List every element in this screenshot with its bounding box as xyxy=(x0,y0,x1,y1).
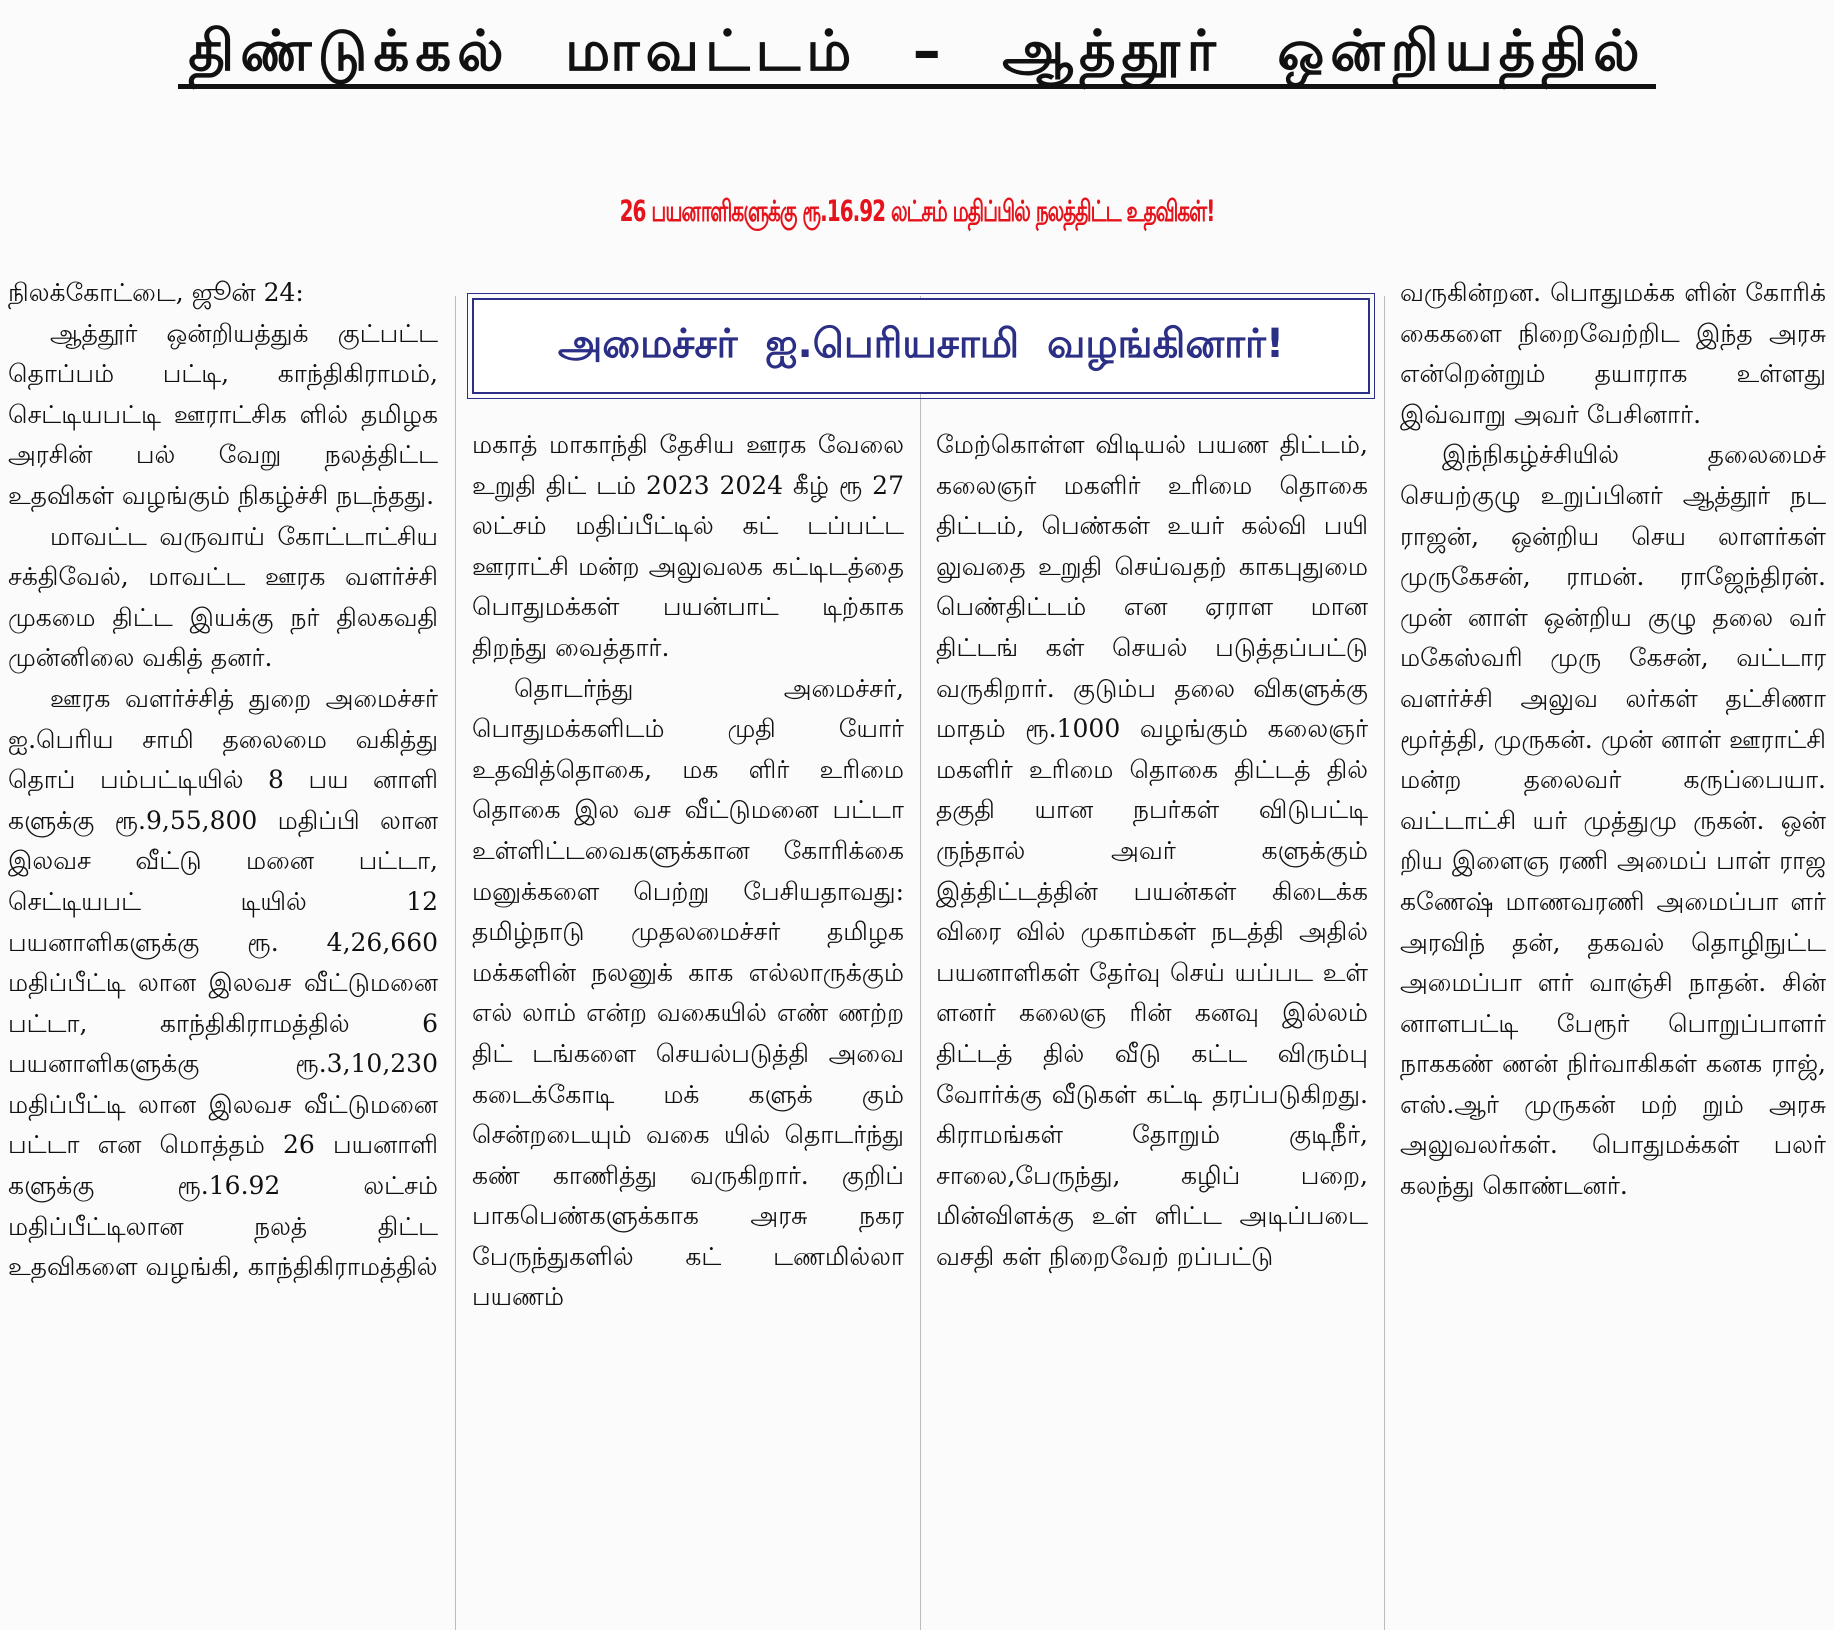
column-rule xyxy=(1384,296,1385,1630)
article-column-4 xyxy=(1400,273,1826,1630)
article-paragraph: ஆத்தூர் ஒன்றியத்துக் குட்பட்ட தொப்பம் பட்டி, காந்திகிராமம், செட்டியபட்டி ஊராட்சிக ளில் தமிழக அரசின் பல் வேறு நலத்திட்ட உதவிகள் வழங்கும் நிகழ்ச்சி நடந்தது. xyxy=(8,318,438,510)
main-headline: 26 பயனாளிகளுக்கு ரூ.16.92 லட்சம் மதிப்பில் நலத்திட்ட உதவிகள்! xyxy=(619,193,1215,229)
article-paragraph: தொடர்ந்து அமைச்சர், பொதுமக்களிடம் முதி யோர் உதவித்தொகை, மக ளிர் உரிமை தொகை இல வச வீட்டுமனை பட்டா உள்ளிட்டவைகளுக்கான கோரிக்கை மனுக்களை பெற்று பேசியதாவது: தமிழ்நாடு முதலமைச்சர் தமிழக மக்களின் நலனுக் காக எல்லாருக்கும் எல் லாம் என்ற வகையில் எண் ணற்ற திட் டங்களை செயல்படுத்தி அவை கடைக்கோடி மக் களுக் கும் சென்றடையும் வகை யில் தொடர்ந்து கண் காணித்து வருகிறார். குறிப் பாகபெண்களுக்காக அரசு நகர பேருந்துகளில் கட் டணமில்லா பயணம் xyxy=(472,673,904,1312)
subheadline: அமைச்சர் ஐ.பெரியசாமி வழங்கினார்! xyxy=(557,320,1285,367)
article-paragraph: வருகின்றன. பொதுமக்க ளின் கோரிக் கைகளை நிறைவேற்றிட இந்த அரசு என்றென்றும் தயாராக உள்ளது இவ்வாறு அவர் பேசினார். xyxy=(1400,278,1826,429)
article-paragraph: மாவட்ட வருவாய் கோட்டாட்சிய சக்திவேல், மாவட்ட ஊரக வளர்ச்சி முகமை திட்ட இயக்கு நர் திலகவதி முன்னிலை வகித் தனர். xyxy=(8,521,438,673)
kicker-heading xyxy=(0,14,1834,90)
subheadline-box xyxy=(472,298,1370,394)
kicker-text: திண்டுக்கல் மாவட்டம் – ஆத்தூர் ஒன்றியத்தில் xyxy=(178,19,1655,89)
column-rule xyxy=(920,296,921,1630)
dateline: நிலக்கோட்டை, ஜூன் 24: xyxy=(8,278,304,307)
article-paragraph: மேற்கொள்ள விடியல் பயண திட்டம், கலைஞர் மகளிர் உரிமை தொகை திட்டம், பெண்கள் உயர் கல்வி பயி லுவதை உறுதி செய்வதற் காகபுதுமை பெண்திட்டம் என ஏராள மான திட்டங் கள் செயல் படுத்தப்பட்டு வருகிறார். குடும்ப தலை விகளுக்கு மாதம் ரூ.1000 வழங்கும் கலைஞர் மகளிர் உரிமை தொகை திட்டத் தில் தகுதி யான நபர்கள் விடுபட்டி ருந்தால் அவர் களுக்கும் இத்திட்டத்தின் பயன்கள் கிடைக்க விரை வில் முகாம்கள் நடத்தி அதில் பயனாளிகள் தேர்வு செய் யப்பட உள் ளனர் கலைஞ ரின் கனவு இல்லம் திட்டத் தில் வீடு கட்ட விரும்பு வோர்க்கு வீடுகள் கட்டி தரப்படுகிறது. கிராமங்கள் தோறும் குடிநீர், சாலை,பேருந்து, கழிப் பறை, மின்விளக்கு உள் ளிட்ட அடிப்படை வசதி கள் நிறைவேற் றப்பட்டு xyxy=(936,430,1368,1271)
article-paragraph: ஊரக வளர்ச்சித் துறை அமைச்சர் ஐ.பெரிய சாமி தலைமை வகித்து தொப் பம்பட்டியில் 8 பய னாளி களுக்கு ரூ.9,55,800 மதிப்பி லான இலவச வீட்டு மனை பட்டா, செட்டியபட் டியில் 12 பயனாளிகளுக்கு ரூ. 4,26,660 மதிப்பீட்டி லான இலவச வீட்டுமனை பட்டா, காந்திகிராமத்தில் 6 பயனாளிகளுக்கு ரூ.3,10,230 மதிப்பீட்டி லான இலவச வீட்டுமனை பட்டா என மொத்தம் 26 பயனாளி களுக்கு ரூ.16.92 லட்சம் மதிப்பீட்டிலான நலத் திட்ட உதவிகளை வழங்கி, காந்திகிராமத்தில் xyxy=(8,683,438,1282)
column-rule xyxy=(455,296,456,1630)
article-column-3 xyxy=(936,425,1368,1630)
article-column-1 xyxy=(8,273,438,1630)
article-paragraph: இந்நிகழ்ச்சியில் தலைமைச் செயற்குழு உறுப்பினர் ஆத்தூர் நட ராஜன், ஒன்றிய செய லாளர்கள் முருகேசன், ராமன். ராஜேந்திரன். முன் னாள் ஒன்றிய குழு தலை வர் மகேஸ்வரி முரு கேசன், வட்டார வளர்ச்சி அலுவ லர்கள் தட்சிணா மூர்த்தி, முருகன். முன் னாள் ஊராட்சி மன்ற தலைவர் கருப்பையா. வட்டாட்சி யர் முத்துமு ருகன். ஒன் றிய இளைஞ ரணி அமைப் பாள் ராஜ கணேஷ் மாணவரணி அமைப்பா ளர் அரவிந் தன், தகவல் தொழிநுட்ட அமைப்பா ளர் வாஞ்சி நாதன். சின் னாளபட்டி பேரூர் பொறுப்பாளர் நாககண் ணன் நிர்வாகிகள் கனக ராஜ், எஸ்.ஆர் முருகன் மற் றும் அரசு அலுவலர்கள். பொதுமக்கள் பலர் கலந்து கொண்டனர். xyxy=(1400,440,1826,1201)
article-paragraph: மகாத் மாகாந்தி தேசிய ஊரக வேலை உறுதி திட் டம் 2023 2024 கீழ் ரூ 27 லட்சம் மதிப்பீட்டில் கட் டப்பட்ட ஊராட்சி மன்ற அலுவலக கட்டிடத்தை பொதுமக்கள் பயன்பாட் டிற்காக திறந்து வைத்தார். xyxy=(472,430,904,662)
article-column-2 xyxy=(472,425,904,1630)
